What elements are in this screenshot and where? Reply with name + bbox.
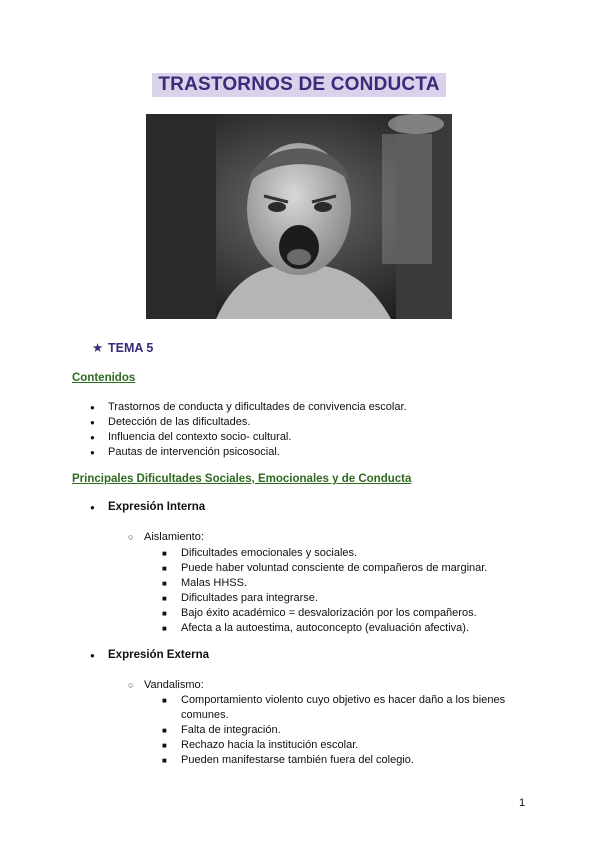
tema-label: TEMA 5	[108, 341, 154, 355]
list-item: ■ Dificultades para integrarse.	[162, 591, 522, 606]
aislamiento-list	[162, 546, 522, 636]
photo-screaming-child	[146, 114, 452, 319]
contenidos-heading: Contenidos	[72, 372, 136, 384]
expresion-interna-heading: ● Expresión Interna	[90, 501, 205, 513]
list-item: ● Influencia del contexto socio- cultural.	[90, 430, 407, 445]
dificultades-heading: Principales Dificultades Sociales, Emocionales y de Conducta	[72, 473, 412, 485]
list-item: ● Pautas de intervención psicosocial.	[90, 445, 407, 460]
photo-illustration	[146, 114, 452, 319]
page-title: TRASTORNOS DE CONDUCTA	[152, 73, 446, 97]
list-item: ● Trastornos de conducta y dificultades de convivencia escolar.	[90, 400, 407, 415]
page-number: 1	[519, 797, 526, 809]
vandalismo-subheading: ○ Vandalismo:	[128, 679, 204, 691]
list-item: ■ Afecta a la autoestima, autoconcepto (evaluación afectiva).	[162, 621, 522, 636]
list-item: ■ Dificultades emocionales y sociales.	[162, 546, 522, 561]
aislamiento-subheading: ○ Aislamiento:	[128, 531, 204, 543]
list-item: ■ Comportamiento violento cuyo objetivo es hacer daño a los bienes comunes.	[162, 693, 507, 723]
star-icon: ★	[92, 341, 104, 355]
list-item: ■ Falta de integración.	[162, 723, 507, 738]
list-item: ■ Pueden manifestarse también fuera del colegio.	[162, 753, 507, 768]
list-item: ■ Puede haber voluntad consciente de compañeros de marginar.	[162, 561, 522, 576]
expresion-externa-heading: ● Expresión Externa	[90, 649, 209, 661]
vandalismo-list	[162, 693, 507, 768]
contenidos-list	[90, 400, 407, 460]
list-item: ■ Rechazo hacia la institución escolar.	[162, 738, 507, 753]
tema-heading	[92, 340, 153, 355]
list-item: ■ Bajo éxito académico = desvalorización por los compañeros.	[162, 606, 522, 621]
list-item: ● Detección de las dificultades.	[90, 415, 407, 430]
list-item: ■ Malas HHSS.	[162, 576, 522, 591]
